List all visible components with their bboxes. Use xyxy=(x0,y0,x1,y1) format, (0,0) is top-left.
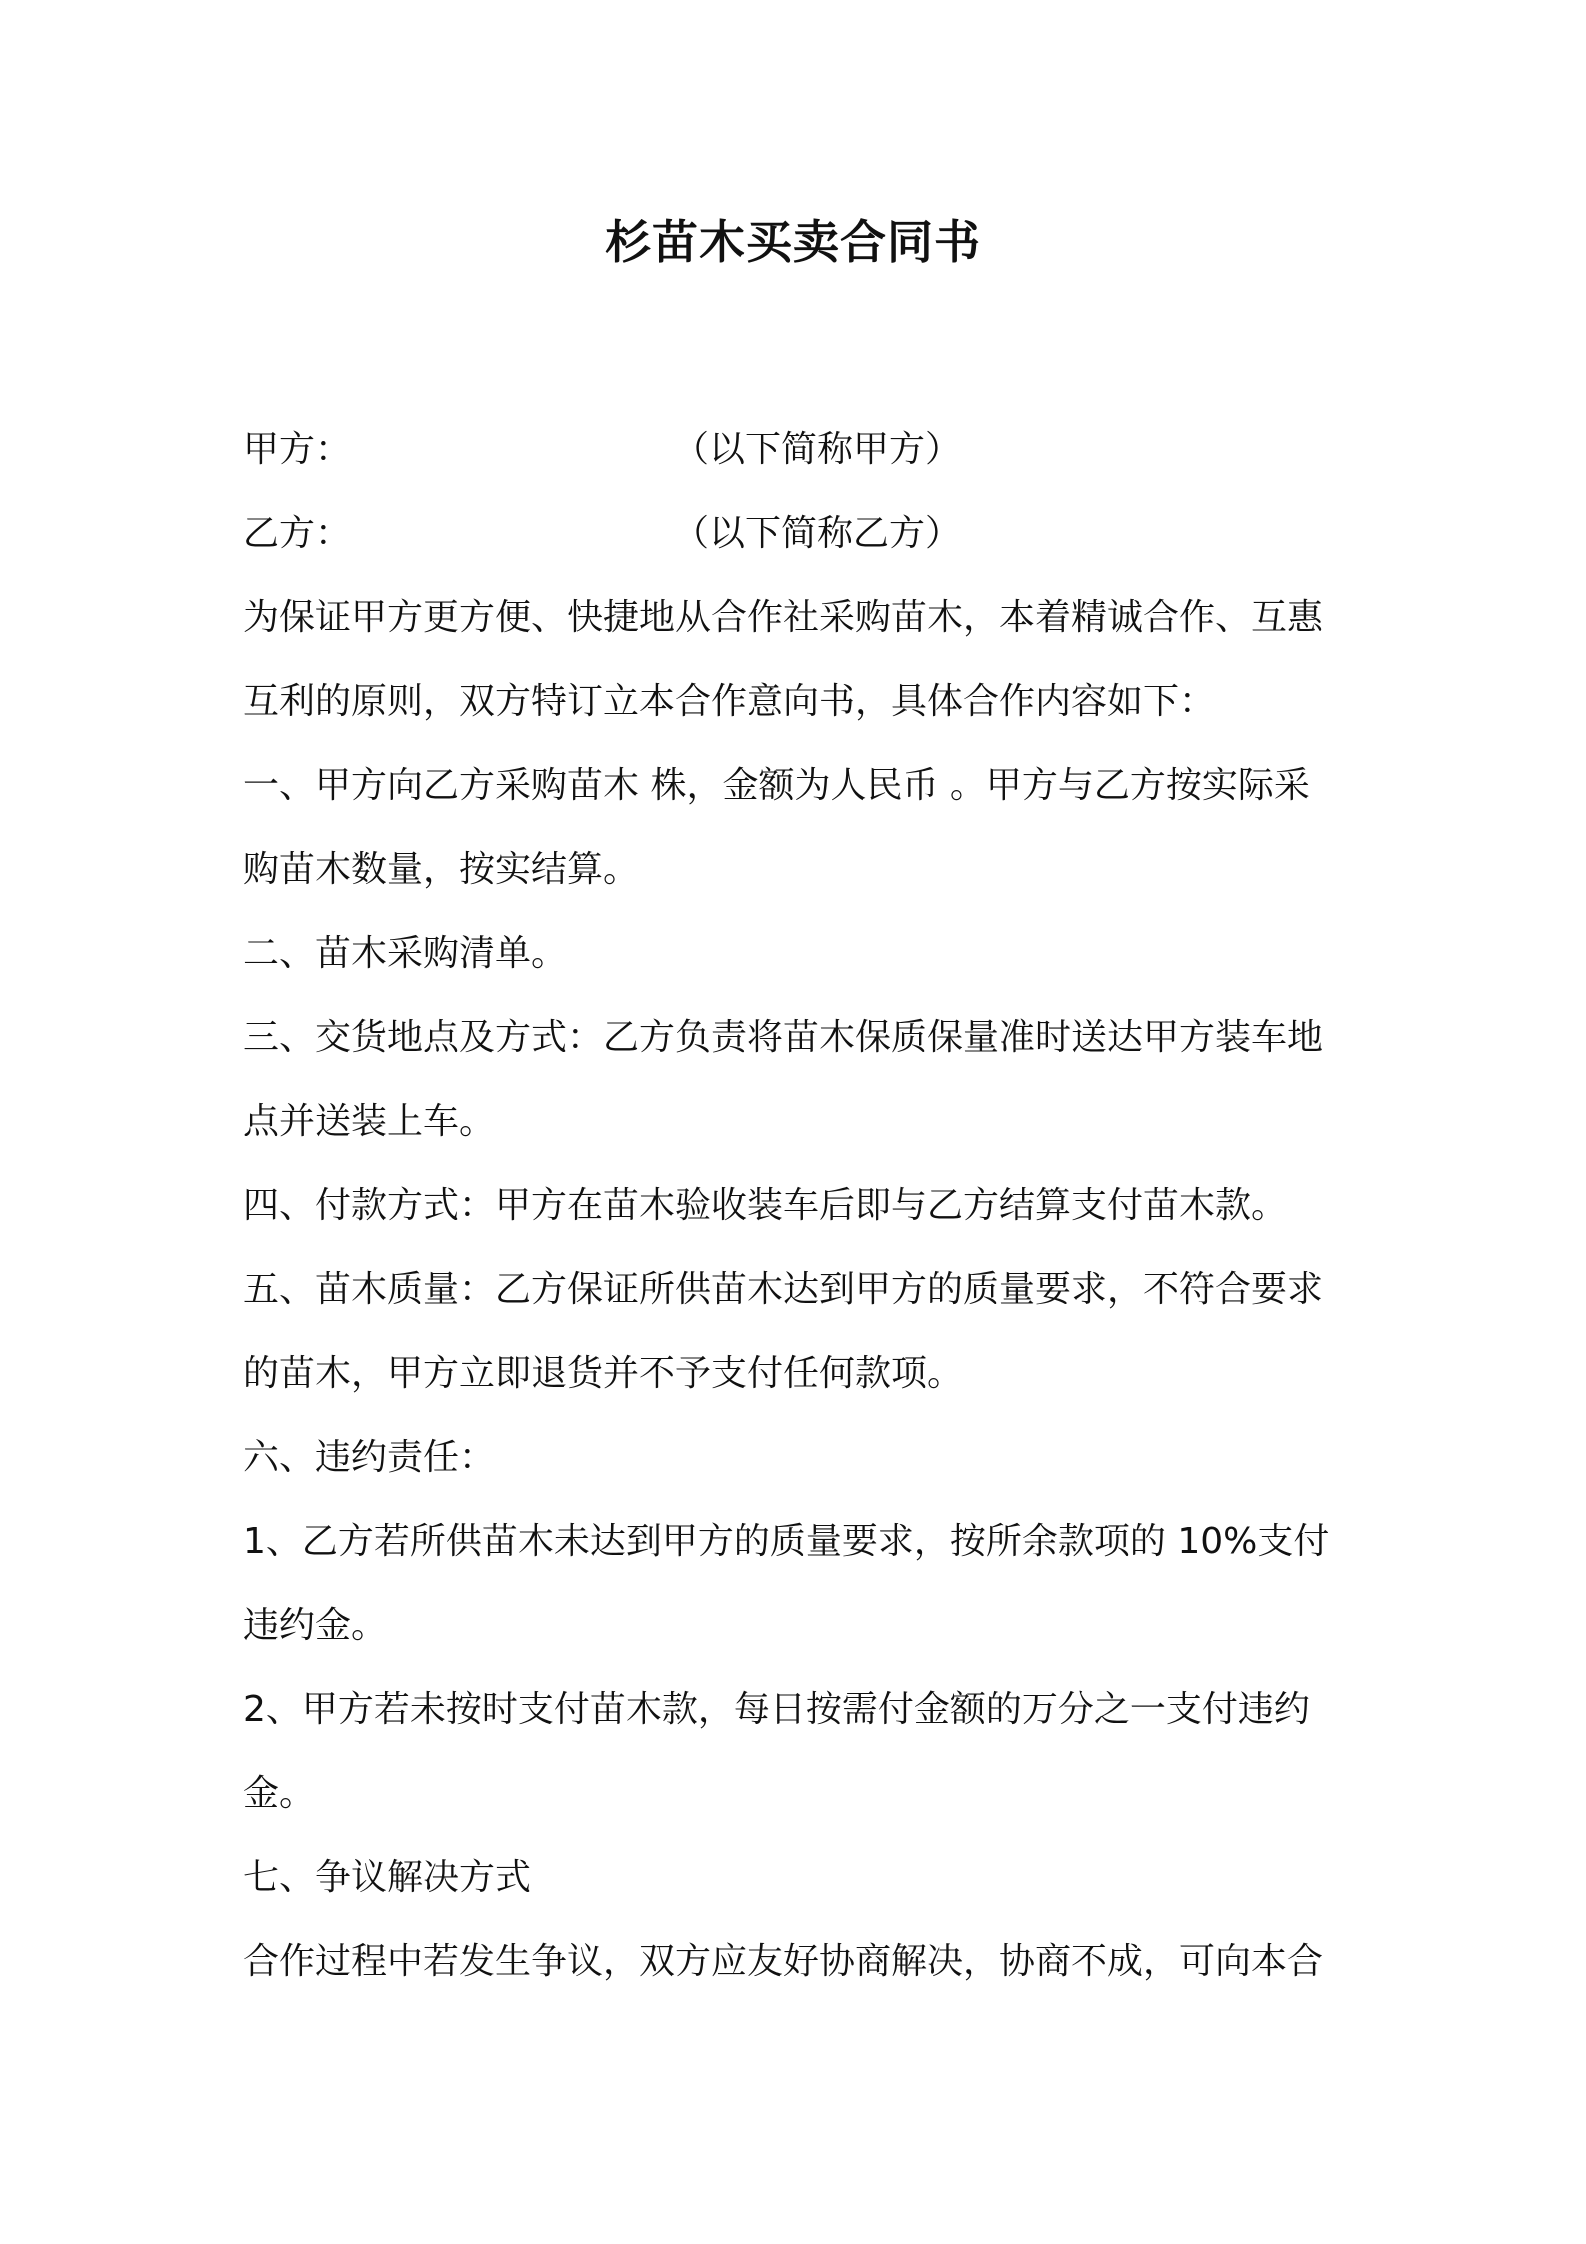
document-body xyxy=(243,408,1353,2004)
party-a-line xyxy=(243,408,1353,492)
text-line: 三、交货地点及方式：乙方负责将苗木保质保量准时送达甲方装车地 xyxy=(243,1017,1324,1058)
party-a-alias: （以下简称甲方） xyxy=(673,429,962,470)
party-a-label: 甲方： xyxy=(243,429,352,470)
text-line: 五、苗木质量：乙方保证所供苗木达到甲方的质量要求，不符合要求 xyxy=(243,1269,1324,1310)
text-line: 二、苗木采购清单。 xyxy=(243,933,568,974)
text-line: 违约金。 xyxy=(243,1605,388,1646)
text-line: 2、甲方若未按时支付苗木款，每日按需付金额的万分之一支付违约 xyxy=(243,1689,1310,1730)
text-line: 七、争议解决方式 xyxy=(243,1857,532,1898)
document-title: 杉苗木买卖合同书 xyxy=(605,215,981,269)
text-line: 一、甲方向乙方采购苗木 株，金额为人民币 。甲方与乙方按实际采 xyxy=(243,765,1310,806)
party-b-line xyxy=(243,492,1353,576)
text-line: 互利的原则，双方特订立本合作意向书，具体合作内容如下： xyxy=(243,681,1216,722)
text-line: 为保证甲方更方便、快捷地从合作社采购苗木，本着精诚合作、互惠 xyxy=(243,597,1324,638)
text-line: 金。 xyxy=(243,1773,316,1814)
text-line: 点并送装上车。 xyxy=(243,1101,496,1142)
text-line: 合作过程中若发生争议，双方应友好协商解决，协商不成，可向本合 xyxy=(243,1941,1324,1982)
text-line: 四、付款方式：甲方在苗木验收装车后即与乙方结算支付苗木款。 xyxy=(243,1185,1288,1226)
party-b-label: 乙方： xyxy=(243,513,352,554)
party-b-alias: （以下简称乙方） xyxy=(673,513,962,554)
text-line: 的苗木，甲方立即退货并不予支付任何款项。 xyxy=(243,1353,964,1394)
text-line: 六、违约责任： xyxy=(243,1437,496,1478)
text-line: 1、乙方若所供苗木未达到甲方的质量要求，按所余款项的 10%支付 xyxy=(243,1521,1330,1562)
text-line: 购苗木数量，按实结算。 xyxy=(243,849,640,890)
